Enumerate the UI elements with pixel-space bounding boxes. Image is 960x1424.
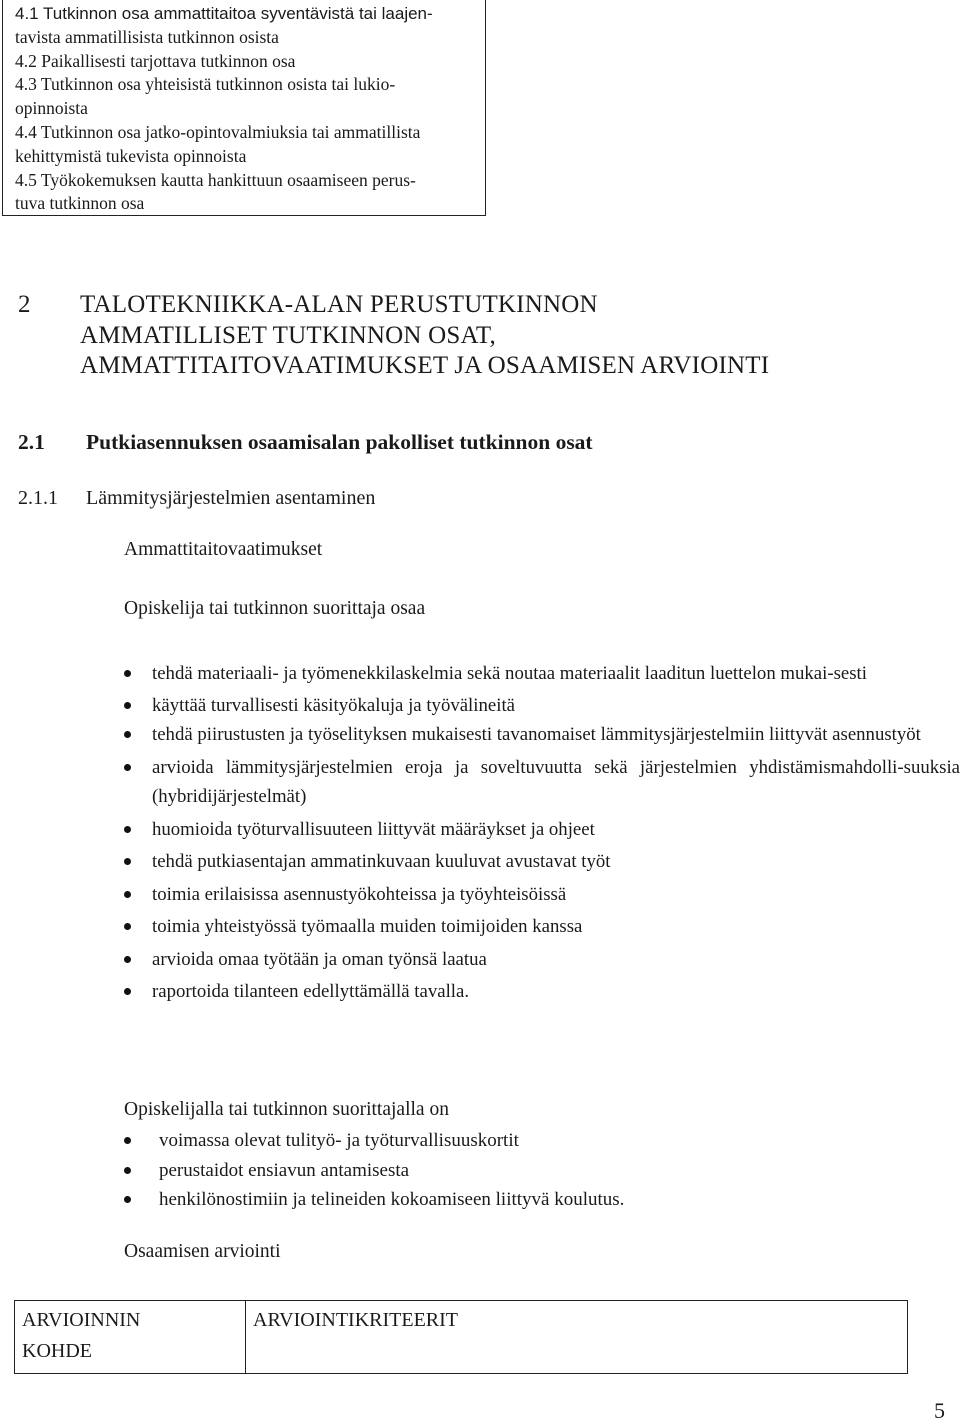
list-item: toimia erilaisissa asennustyökohteissa ja työyhteisöissä bbox=[124, 880, 960, 910]
table-header-cell: ARVIOINTIKRITEERIT bbox=[246, 1301, 908, 1374]
list-item: tehdä piirustusten ja työselityksen mukaisesti tavanomaiset lämmitysjärjestelmiin liittyvät asennustyöt bbox=[124, 720, 960, 750]
requirements-heading: Ammattitaitovaatimukset bbox=[124, 539, 323, 560]
toc-line: 4.4 Tutkinnon osa jatko-opintovalmiuksia tai ammatillista bbox=[15, 121, 421, 142]
subsection-heading bbox=[18, 487, 375, 510]
section-heading bbox=[18, 430, 593, 455]
toc-line: 4.3 Tutkinnon osa yhteisistä tutkinnon osista tai lukio- bbox=[15, 74, 396, 95]
list-item: arvioida lämmitysjärjestelmien eroja ja soveltuvuutta sekä järjestelmien yhdistämismahdolli-suuksia (hybridijärjestelmät) bbox=[124, 753, 960, 812]
toc-box bbox=[2, 0, 486, 216]
chapter-number: 2 bbox=[18, 291, 31, 318]
chapter-title-line: TALOTEKNIIKKA-ALAN PERUSTUTKINNON bbox=[80, 291, 598, 318]
list-item: raportoida tilanteen edellyttämällä tavalla. bbox=[124, 977, 960, 1007]
chapter-heading bbox=[18, 290, 769, 382]
table-header-cell bbox=[15, 1301, 246, 1374]
assessment-heading: Osaamisen arviointi bbox=[124, 1241, 281, 1262]
list-item: tehdä putkiasentajan ammatinkuvaan kuuluvat avustavat työt bbox=[124, 847, 960, 877]
list-item: huomioida työturvallisuuteen liittyvät määräykset ja ohjeet bbox=[124, 815, 960, 845]
list-item: arvioida omaa työtään ja oman työnsä laatua bbox=[124, 945, 960, 975]
section-title: Putkiasennuksen osaamisalan pakolliset tutkinnon osat bbox=[86, 430, 593, 454]
table-header-line: KOHDE bbox=[22, 1340, 92, 1362]
chapter-title-line: AMMATILLISET TUTKINNON OSAT, bbox=[80, 321, 497, 349]
table-row bbox=[15, 1301, 908, 1374]
list-item: toimia yhteistyössä työmaalla muiden toimijoiden kanssa bbox=[124, 912, 960, 942]
toc-line: 4.5 Työkokemuksen kautta hankittuun osaamiseen perus- bbox=[15, 169, 416, 190]
toc-line: tuva tutkinnon osa bbox=[15, 193, 145, 214]
page-number: 5 bbox=[934, 1398, 945, 1423]
toc-line: kehittymistä tukevista opinnoista bbox=[15, 145, 247, 166]
toc-line: tavista ammatillisista tutkinnon osista bbox=[15, 26, 279, 47]
requirements-intro: Opiskelijalla tai tutkinnon suorittajalla on bbox=[124, 1099, 449, 1120]
intro-text: Opiskelija tai tutkinnon suorittaja osaa bbox=[124, 598, 426, 619]
toc-line: 4.2 Paikallisesti tarjottava tutkinnon osa bbox=[15, 50, 296, 71]
assessment-table bbox=[14, 1300, 908, 1374]
toc-line: opinnoista bbox=[15, 98, 88, 119]
list-item: henkilönostimiin ja telineiden kokoamiseen liittyvä koulutus. bbox=[124, 1185, 960, 1215]
requirements-list bbox=[124, 1126, 960, 1215]
toc-line: 4.1 Tutkinnon osa ammattitaitoa syventävistä tai laajen- bbox=[15, 4, 433, 23]
list-item: käyttää turvallisesti käsityökaluja ja työvälineitä bbox=[124, 691, 960, 721]
skills-list bbox=[124, 659, 960, 1007]
subsection-number: 2.1.1 bbox=[18, 487, 58, 509]
table-header-line: ARVIOINNIN bbox=[22, 1309, 141, 1331]
list-item: tehdä materiaali- ja työmenekkilaskelmia sekä noutaa materiaalit laaditun luettelon mukai-sesti bbox=[124, 659, 960, 689]
subsection-title: Lämmitysjärjestelmien asentaminen bbox=[86, 487, 376, 509]
list-item: voimassa olevat tulityö- ja työturvallisuuskortit bbox=[124, 1126, 960, 1156]
list-item: perustaidot ensiavun antamisesta bbox=[124, 1156, 960, 1186]
chapter-title-line: AMMATTITAITOVAATIMUKSET JA OSAAMISEN ARVIOINTI bbox=[80, 352, 770, 379]
section-number: 2.1 bbox=[18, 430, 45, 454]
